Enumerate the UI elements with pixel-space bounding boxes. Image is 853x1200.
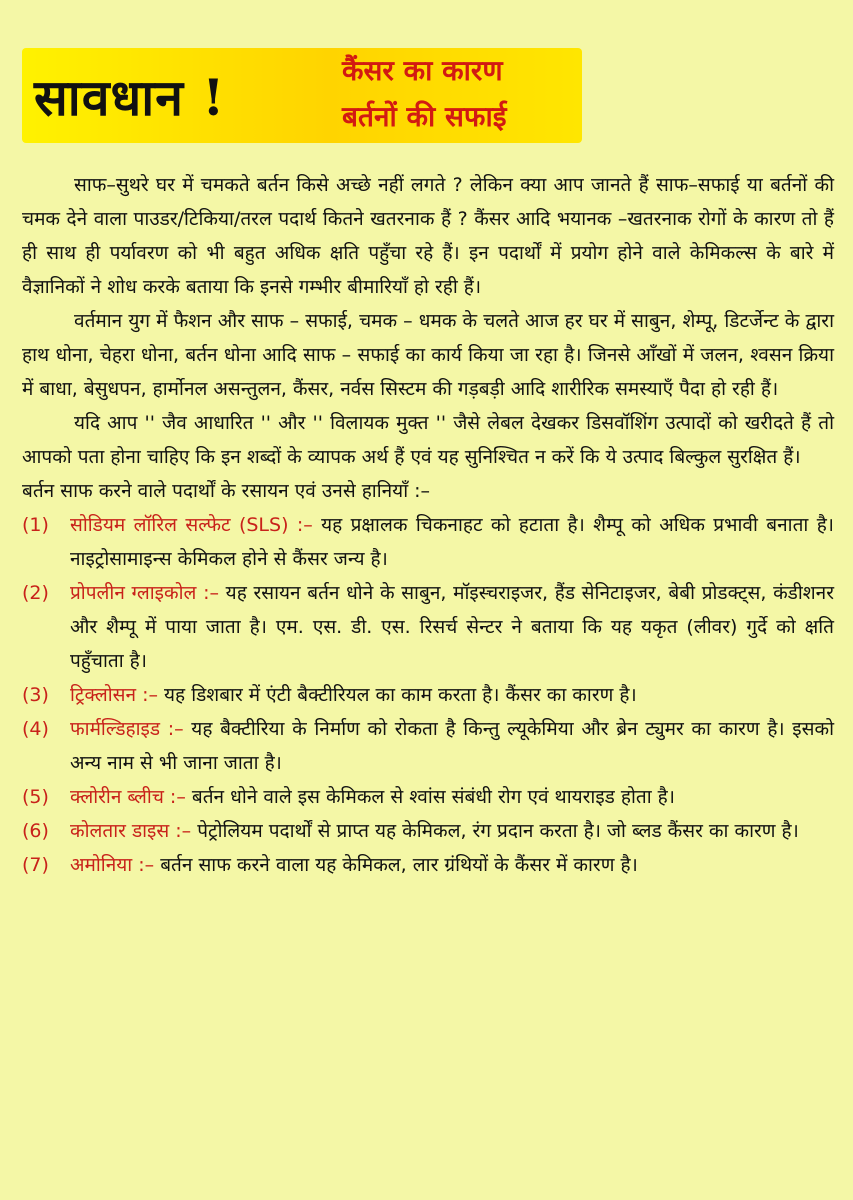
item-number: (7) xyxy=(22,854,49,876)
item-text: बर्तन साफ करने वाला यह केमिकल, लार ग्रंथियों के कैंसर में कारण है। xyxy=(154,854,638,876)
item-number: (5) xyxy=(22,786,49,808)
chemical-name: फार्मल्डिहाइड :– xyxy=(70,718,184,740)
item-text: बर्तन धोने वाले इस केमिकल से श्वांस संबंधी रोग एवं थायराइड होता है। xyxy=(185,786,675,808)
item-body xyxy=(70,780,834,814)
item-text: यह प्रक्षालक चिकनाहट को हटाता है। शैम्पू को अधिक प्रभावी बनाता है। नाइट्रोसामाइन्स केमिकल होने से कैंसर जन्य है। xyxy=(70,514,834,570)
item-text: यह बैक्टीरिया के निर्माण को रोकता है किन्तु ल्यूकेमिया और ब्रेन ट्युमर का कारण है। इसको अन्य नाम से भी जाना जाता है। xyxy=(70,718,834,774)
item-body xyxy=(70,814,834,848)
item-number: (2) xyxy=(22,582,49,604)
list-item xyxy=(22,848,834,882)
item-text: पेट्रोलियम पदार्थों से प्राप्त यह केमिकल, रंग प्रदान करता है। जो ब्लड कैंसर का कारण है। xyxy=(191,820,799,842)
list-item xyxy=(22,814,834,848)
subtitle-line-1: कैंसर का कारण xyxy=(342,54,503,87)
paragraph-2: वर्तमान युग में फैशन और साफ – सफाई, चमक – धमक के चलते आज हर घर में साबुन, शेम्पू, डिटर्जेन्ट के द्वारा हाथ धोना, चेहरा धोना, बर्तन धोना आदि साफ – सफाई का कार्य किया जा रहा है। जिनसे आँखों में जलन, श्वसन क्रिया में बाधा, बेसुधपन, हार्मोनल असन्तुलन, कैंसर, नर्वस सिस्टम की गड़बड़ी आदि शारीरिक समस्याएँ पैदा हो रही हैं। xyxy=(22,310,834,400)
paragraph-3: यदि आप '' जैव आधारित '' और '' विलायक मुक्त '' जैसे लेबल देखकर डिसवॉशिंग उत्पादों को खरीदते हैं तो आपको पता होना चाहिए कि इन शब्दों के व्यापक अर्थ हैं एवं यह सुनिश्चित न करें कि ये उत्पाद बिल्कुल सुरक्षित हैं। xyxy=(22,412,834,468)
item-body xyxy=(70,848,834,882)
chemical-name: प्रोपलीन ग्लाइकोल :– xyxy=(70,582,219,604)
item-body xyxy=(70,712,834,780)
item-number: (3) xyxy=(22,684,49,706)
subtitle-line-2: बर्तनों की सफाई xyxy=(342,100,507,133)
item-number: (6) xyxy=(22,820,49,842)
chemical-name: अमोनिया :– xyxy=(70,854,155,876)
header-banner xyxy=(22,34,582,154)
warning-title: सावधान ! xyxy=(34,68,226,127)
chemical-name: ट्रिक्लोसन :– xyxy=(70,684,158,706)
article-body xyxy=(22,168,834,882)
item-body xyxy=(70,508,834,576)
item-number: (1) xyxy=(22,514,49,536)
header-subtitle xyxy=(342,48,592,140)
item-number: (4) xyxy=(22,718,49,740)
list-item xyxy=(22,780,834,814)
chemical-name: कोलतार डाइस :– xyxy=(70,820,192,842)
list-heading: बर्तन साफ करने वाले पदार्थों के रसायन एवं उनसे हानियाँ :– xyxy=(22,480,431,502)
list-item xyxy=(22,712,834,780)
chemical-name: क्लोरीन ब्लीच :– xyxy=(70,786,186,808)
paragraph-1: साफ–सुथरे घर में चमकते बर्तन किसे अच्छे नहीं लगते ? लेकिन क्या आप जानते हैं साफ–सफाई या बर्तनों की चमक देने वाला पाउडर/टिकिया/तरल पदार्थ कितने खतरनाक हैं ? कैंसर आदि भयानक –खतरनाक रोगों के कारण तो हैं ही साथ ही पर्यावरण को भी बहुत अधिक क्षति पहुँचा रहे हैं। इन पदार्थों में प्रयोग होने वाले केमिकल्स के बारे में वैज्ञानिकों ने शोध करके बताया कि इनसे गम्भीर बीमारियाँ हो रही हैं। xyxy=(22,174,834,298)
item-body xyxy=(70,678,834,712)
item-text: यह डिशबार में एंटी बैक्टीरियल का काम करता है। कैंसर का कारण है। xyxy=(158,684,637,706)
list-item xyxy=(22,678,834,712)
list-item xyxy=(22,508,834,576)
item-body xyxy=(70,576,834,678)
list-item xyxy=(22,576,834,678)
item-text: यह रसायन बर्तन धोने के साबुन, मॉइस्चराइजर, हैंड सेनिटाइजर, बेबी प्रोडक्ट्स, कंडीशनर और शैम्पू में पाया जाता है। एम. एस. डी. एस. रिसर्च सेन्टर ने बताया कि यह यकृत (लीवर) गुर्दे को क्षति पहुँचाता है। xyxy=(70,582,834,672)
chemical-name: सोडियम लॉरिल सल्फेट (SLS) :– xyxy=(70,514,313,536)
